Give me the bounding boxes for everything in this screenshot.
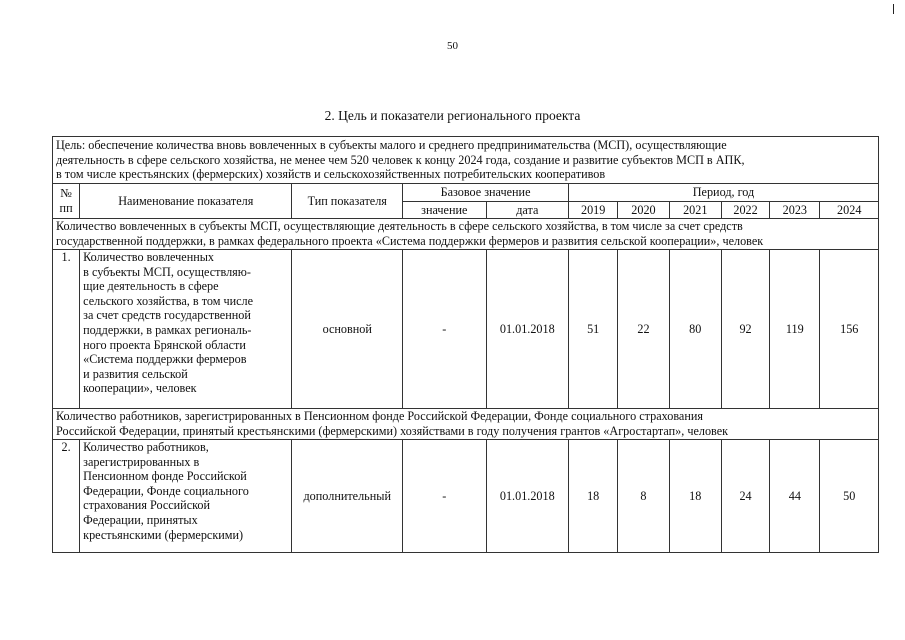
header-name: Наименование показателя bbox=[80, 184, 292, 219]
year-value: 119 bbox=[770, 250, 820, 409]
year-value: 8 bbox=[618, 440, 669, 553]
indicator-name-line: Количество вовлеченных bbox=[83, 250, 215, 264]
indicator-name-line: сельского хозяйства, в том числе bbox=[83, 293, 254, 308]
indicator-name-line: Пенсионном фонде Российской bbox=[83, 469, 247, 484]
section-title: 2. Цель и показатели регионального проекта bbox=[324, 108, 581, 123]
header-num-line: № bbox=[60, 186, 72, 201]
year-value: 92 bbox=[721, 250, 769, 409]
year-value: 51 bbox=[569, 250, 618, 409]
goal-cell bbox=[53, 137, 879, 184]
header-year: 2021 bbox=[669, 202, 721, 219]
header-base: Базовое значение bbox=[403, 184, 569, 202]
header-year: 2019 bbox=[569, 202, 618, 219]
group-title bbox=[53, 219, 879, 250]
header-year: 2022 bbox=[721, 202, 769, 219]
year-value: 50 bbox=[820, 440, 879, 553]
header-num-line: пп bbox=[59, 201, 73, 215]
header-type: Тип показателя bbox=[292, 184, 403, 219]
header-period: Период, год bbox=[569, 184, 879, 202]
indicator-name-line: щие деятельность в сфере bbox=[83, 279, 219, 294]
indicator-type: основной bbox=[292, 250, 403, 409]
group-title-line: государственной поддержки, в рамках федерального проекта «Система поддержки фермеров и развития сельской кооперации», человек bbox=[56, 234, 764, 248]
goal-line: в том числе крестьянских (фермерских) хозяйств и сельскохозяйственных потребительских кооперативов bbox=[56, 167, 606, 182]
row-number: 1. bbox=[53, 250, 80, 409]
indicator-name-line: за счет средств государственной bbox=[83, 308, 251, 323]
header-base-value: значение bbox=[403, 202, 486, 219]
year-value: 44 bbox=[770, 440, 820, 553]
header-year: 2023 bbox=[770, 202, 820, 219]
year-value: 80 bbox=[669, 250, 721, 409]
indicator-name-line: и развития сельской bbox=[83, 366, 188, 381]
group-title-line: Российской Федерации, принятый крестьянскими (фермерскими) хозяйствами в году получения грантов «Агростартап», человек bbox=[56, 424, 729, 438]
year-value: 18 bbox=[669, 440, 721, 553]
indicator-name-line: крестьянскими (фермерскими) bbox=[83, 527, 244, 542]
base-value: - bbox=[403, 250, 486, 409]
indicator-name bbox=[80, 440, 292, 553]
year-value: 22 bbox=[618, 250, 669, 409]
indicator-name-line: поддержки, в рамках региональ- bbox=[83, 322, 252, 337]
year-value: 18 bbox=[569, 440, 618, 553]
indicator-name-line: зарегистрированных в bbox=[83, 454, 200, 469]
year-value: 156 bbox=[820, 250, 879, 409]
indicator-name bbox=[80, 250, 292, 409]
header-year: 2024 bbox=[820, 202, 879, 219]
row-number: 2. bbox=[53, 440, 80, 553]
header-num bbox=[53, 184, 80, 219]
goal-line: Цель: обеспечение количества вновь вовлеченных в субъекты малого и среднего предпринимательства (МСП), осуществляющие bbox=[56, 138, 727, 153]
header-base-date: дата bbox=[486, 202, 568, 219]
indicator-name-line: «Система поддержки фермеров bbox=[83, 352, 247, 367]
group-title bbox=[53, 409, 879, 440]
page-number: 50 bbox=[447, 40, 458, 52]
base-date: 01.01.2018 bbox=[486, 440, 568, 553]
table-row bbox=[53, 250, 879, 409]
indicators-table bbox=[52, 136, 879, 553]
group-title-line: Количество вовлеченных в субъекты МСП, осуществляющие деятельность в сфере сельского хозяйства, в том числе за счет средств bbox=[56, 219, 743, 234]
base-value: - bbox=[403, 440, 486, 553]
page-edge-mark bbox=[893, 4, 894, 14]
goal-line: деятельность в сфере сельского хозяйства, не менее чем 520 человек к концу 2024 года, создание и развитие субъектов МСП в АПК, bbox=[56, 152, 745, 167]
year-value: 24 bbox=[721, 440, 769, 553]
indicator-name-line: Федерации, принятых bbox=[83, 512, 198, 527]
indicator-name-line: в субъекты МСП, осуществляю- bbox=[83, 264, 251, 279]
base-date: 01.01.2018 bbox=[486, 250, 568, 409]
indicator-type: дополнительный bbox=[292, 440, 403, 553]
indicator-name-line: Федерации, Фонде социального bbox=[83, 483, 249, 498]
indicator-name-line: ного проекта Брянской области bbox=[83, 337, 246, 352]
group-title-line: Количество работников, зарегистрированных в Пенсионном фонде Российской Федерации, Фонде социального страхования bbox=[56, 409, 703, 424]
indicator-name-line: Количество работников, bbox=[83, 440, 209, 454]
table-row bbox=[53, 440, 879, 553]
header-year: 2020 bbox=[618, 202, 669, 219]
indicator-name-line: кооперации», человек bbox=[83, 381, 197, 396]
indicator-name-line: страхования Российской bbox=[83, 498, 211, 513]
